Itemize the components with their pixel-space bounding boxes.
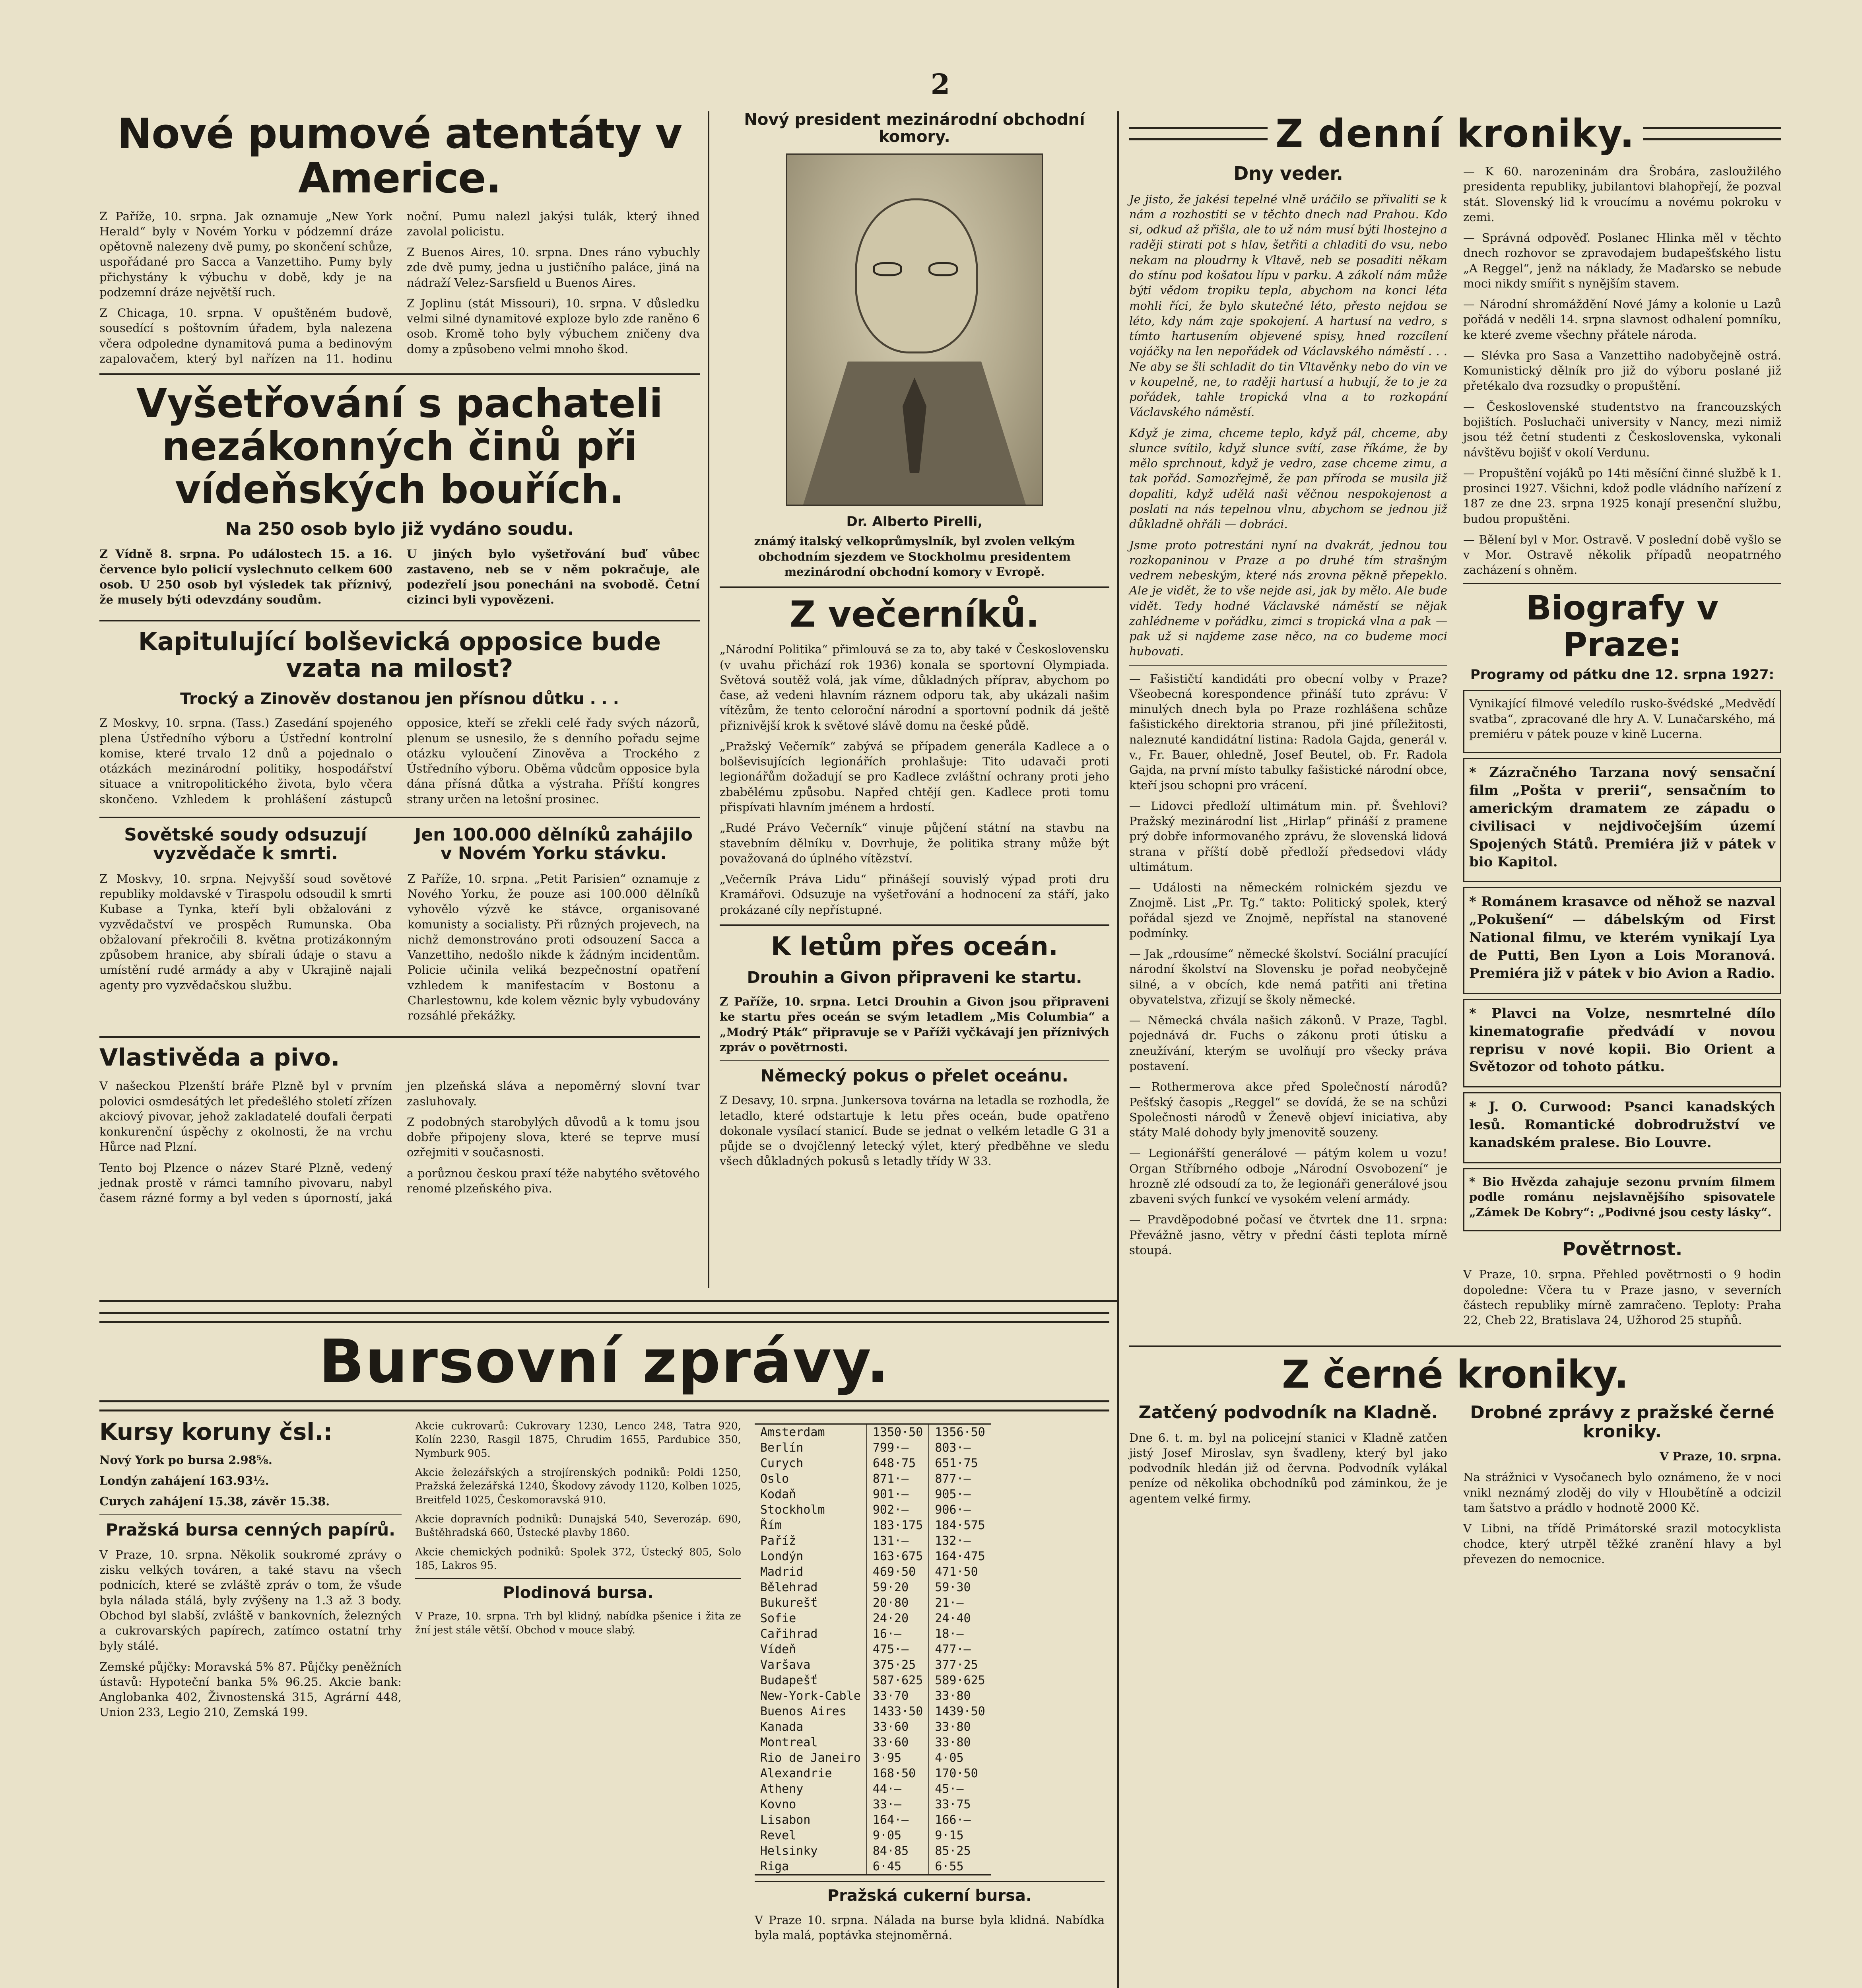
currency-a: 902·— — [867, 1502, 929, 1518]
section-rule — [99, 1300, 1117, 1302]
currency-city: Kodaň — [755, 1487, 867, 1502]
cinema-ad — [1463, 1092, 1781, 1163]
article-text: Z Buenos Aires, 10. srpna. Dnes ráno vybuchly zde dvě pumy, jedna u justičního paláce, jiná na nádraží Velez-Sarsfield u Buenos Aires. — [407, 245, 700, 289]
currency-b: 85·25 — [935, 1844, 971, 1858]
fx-line: Nový York po bursa 2.98⅝. — [99, 1453, 272, 1467]
currency-city: Stockholm — [755, 1502, 867, 1518]
subheadline: Plodinová bursa. — [503, 1584, 654, 1602]
currency-row — [755, 1859, 991, 1875]
currency-b: 905·— — [935, 1487, 971, 1501]
currency-b: 18·— — [935, 1627, 964, 1641]
currency-a: 168·50 — [867, 1766, 929, 1781]
currency-row — [755, 1549, 991, 1564]
currency-b: 906·— — [935, 1503, 971, 1517]
headline: Jen 100.000 dělníků zahájilo v Novém Yorku stávku. — [414, 824, 693, 864]
currency-b: 170·50 — [935, 1767, 978, 1780]
article-text: Akcie chemických podniků: Spolek 372, Ústecký 805, Solo 185, Lakros 95. — [415, 1546, 741, 1572]
headline: Vyšetřování s pachateli nezákonných činů při vídeňských bouřích. — [136, 380, 663, 513]
article-text: Akcie dopravních podniků: Dunajská 540, Severozáp. 690, Buštěhradská 660, Ústecké plavby 1860. — [415, 1513, 741, 1539]
page-number: 2 — [930, 68, 950, 101]
headline: Německý pokus o přelet oceánu. — [761, 1066, 1068, 1086]
headline: Zatčený podvodník na Kladně. — [1138, 1402, 1438, 1423]
article-text: Z Moskvy, 10. srpna. Nejvyšší soud sovětové republiky moldavské v Tiraspolu odsoudil k smrti Kubase a Tynka, kteří byli obžalováni z vyzvědačství ve prospěch Rumunska. Oba obžalovaní překročili 8. května protizákonným způsobem hranice, aby sbírali údaje o stavu a umístění rudé armády a aby v Ukrajině najali agenty pro vyzvědačskou službu. — [99, 872, 392, 992]
article-text: Z Vídně 8. srpna. Po událostech 15. a 16. července bylo policií vyslechnuto celkem 600 osob. U 250 osob byl výsledek tak příznivý, že musely býti odevzdány soudům. — [99, 547, 392, 607]
article-text: V Praze, 10. srpna. Několik soukromé zprávy o zisku velkých továren, a také stavu na všech podnicích, které se zvláště zpráv o tom, že všude byla nálada stálá, byly zvýšeny na 1.3 až 3 body. Obchod byl slabší, zvláště v bankovních, železných a cukrovarských papírech, zatímco ostatní trhy byly stálé. — [99, 1547, 402, 1653]
news-item: — K 60. narozeninám dra Šrobára, zasloužilého presidenta republiky, jubilantovi blahopřejí, že pozval stát. Slovenský lid k vroucímu a novému pokroku v zemi. — [1463, 165, 1781, 224]
currency-row — [755, 1611, 991, 1626]
currency-a: 375·25 — [867, 1657, 929, 1673]
headline: Z večerníků. — [789, 594, 1040, 636]
article-text: Z Joplinu (stát Missouri), 10. srpna. V důsledku velmi silné dynamitové exploze bylo zde raněno 6 osob. Kromě toho byly výbuchem zničeny dva domy a způsobeno velmi mnoho škod. — [407, 296, 700, 356]
news-item: — Národní shromáždění Nové Jámy a kolonie u Lazů pořádá v neděli 14. srpna slavnost odhalení pomníku, ke které zveme všechny přátele národa. — [1463, 297, 1781, 342]
fx-line: Londýn zahájení 163.93½. — [99, 1474, 269, 1487]
article-text: Akcie cukrovarů: Cukrovary 1230, Lenco 248, Tatra 920, Kolín 2230, Rasgil 1875, Chrudim 1655, Pardubice 350, Nymburk 905. — [415, 1420, 741, 1460]
article-text: Z Chicaga, 10. srpna. V opuštěném budově, sousedící s poštovním úřadem, byla nalezena včera odpoledne dynamitová puma a bedinovým zapalovačem, který byl nařízen na 11. hodinu noční. Pumu nalezl jakýsi tulák, který ihned zavolal policistu. — [99, 209, 700, 366]
cinema-title: Biografy v Praze: — [1526, 588, 1719, 664]
news-item: — Slévka pro Sasa a Vanzettiho nadobyčejně ostrá. Komunistický dělník pro již do výboru poslané již přetékalo dva rozsudky o propuštění. — [1463, 348, 1781, 393]
currency-b: 164·475 — [935, 1549, 985, 1563]
cinema-subtitle: Programy od pátku dne 12. srpna 1927: — [1470, 667, 1775, 683]
currency-row — [755, 1828, 991, 1843]
currency-row — [755, 1688, 991, 1704]
subheadline: Drouhin a Givon připraveni ke startu. — [747, 968, 1082, 987]
currency-city: Berlín — [755, 1440, 867, 1456]
headline: K letům přes oceán. — [771, 932, 1058, 961]
currency-a: 901·— — [867, 1487, 929, 1502]
currency-a: 6·45 — [867, 1859, 929, 1875]
currency-row — [755, 1735, 991, 1750]
article-text: a porůznou českou praxí téže nabytého světového renomé plzeňského piva. — [407, 1166, 700, 1195]
currency-b: 33·75 — [935, 1798, 971, 1811]
subheadline: Pražská cukerní bursa. — [827, 1887, 1032, 1905]
article-text: „Rudé Právo Večerník“ vinuje půjčení státní na stavbu na stavebním dělníku v. Dovrhuje, že politika strany může být považovaná do úplného vítězství. — [720, 821, 1109, 865]
headline: Sovětské soudy odsuzují vyzvědače k smrti. — [124, 824, 367, 864]
currency-row — [755, 1564, 991, 1580]
currency-b: 33·80 — [935, 1736, 971, 1749]
news-item: — Lidovci předloží ultimátum min. př. Švehlovi? Pražský mezinárodní list „Hirlap“ přináší z pramene prý dobře informovaného zprávu, že slovenská lidová strana v příští době předloží předsedovi vlády ultimátum. — [1129, 799, 1447, 874]
currency-row — [755, 1673, 991, 1688]
headline: Dny veder. — [1233, 163, 1343, 184]
right-section — [1129, 111, 1781, 1572]
news-item: — Události na německém rolnickém sjezdu ve Znojmě. List „Pr. Tg.“ takto: Politický spolek, který pořádal sjezd ve Znojmě, nepřístal na stanovené podmínky. — [1129, 881, 1447, 940]
cinema-ad — [1463, 999, 1781, 1088]
article-text: Jsme proto potrestáni nyní na dvakrát, jednou tou rozkopaninou v Praze a po druhé tím strašným vedrem nebeským, které nás zrovna pěkně přepeklo. Ale je vidět, že to vše nejde asi, jak by mělo. Ale bude vidět. Tedy hodné Václavské náměstí se nějak zahlédneme v pořádku, zimci s tropická vlna a pak — pak už si najdeme zase něco, na co budeme moci hubovati. — [1129, 538, 1447, 658]
currency-b: 33·80 — [935, 1689, 971, 1703]
currency-b: 377·25 — [935, 1658, 978, 1672]
ad-text: * Románem krasavce od něhož se nazval „Pokušení“ — dábelským od First National filmu, ve kterém vynikají Lya de Putti, Ben Lyon a Lois Moranová. Premiéra již v pátek v bio Avion a Radio. — [1469, 894, 1775, 981]
currency-row — [755, 1843, 991, 1859]
currency-city: Bukurešť — [755, 1595, 867, 1611]
currency-city: Alexandrie — [755, 1766, 867, 1781]
currency-a: 59·20 — [867, 1580, 929, 1595]
currency-a: 648·75 — [867, 1456, 929, 1471]
currency-city: Vídeň — [755, 1642, 867, 1657]
currency-row — [755, 1595, 991, 1611]
currency-b: 803·— — [935, 1441, 971, 1455]
headline: Kursy koruny čsl.: — [99, 1418, 333, 1445]
currency-b: 184·575 — [935, 1518, 985, 1532]
currency-city: Varšava — [755, 1657, 867, 1673]
currency-b: 166·— — [935, 1813, 971, 1827]
currency-row — [755, 1797, 991, 1812]
currency-city: Curych — [755, 1456, 867, 1471]
currency-b: 477·— — [935, 1642, 971, 1656]
currency-city: Montreal — [755, 1735, 867, 1750]
news-item: — Fašističtí kandidáti pro obecní volby v Praze? Všeobecná korespondence přináší tuto zprávu: V minulých dnech byla po Praze rozhlášena schůze fašistického direktoria stranou, při jiné příležitosti, naleznuté kandidátní listina: Radola Gajda, generál v. v., Fr. Bauer, ohledně, Josef Beutel, ob. Fr. Radola Gajda, na první místo tabulky fašistické národní obce, kteří jsou schopni pro vrácení. — [1129, 672, 1447, 792]
portrait-photo — [786, 153, 1043, 506]
section-banner: Bursovní zprávy. — [318, 1327, 890, 1396]
article-text: V Libni, na třídě Primátorské srazil motocyklista chodce, který utrpěl těžké zranění hlavy a byl převezen do nemocnice. — [1463, 1522, 1781, 1566]
currency-row — [755, 1440, 991, 1456]
currency-row — [755, 1502, 991, 1518]
currency-row — [755, 1781, 991, 1797]
currency-row — [755, 1750, 991, 1766]
photo-caption: Dr. Alberto Pirelli, — [846, 514, 983, 530]
currency-a: 131·— — [867, 1533, 929, 1549]
article-text: V našeckou Plzenští bráře Plzně byl v prvním polovici osmdesátých let předešlého století zřízen akciový pivovar, jehož zakladatelé doufali čerpati konkurenční úspěchy z okolnosti, že na vrchu Hůrce nad Plzní. — [99, 1079, 392, 1154]
news-item: — Pravděpodobné počasí ve čtvrtek dne 11. srpna: Převážně jasno, větry v přední části teplota mírně stoupá. — [1129, 1213, 1447, 1257]
currency-city: Londýn — [755, 1549, 867, 1564]
currency-a: 1350·50 — [867, 1424, 929, 1441]
currency-b: 651·75 — [935, 1456, 978, 1470]
currency-a: 183·175 — [867, 1518, 929, 1533]
currency-a: 469·50 — [867, 1564, 929, 1580]
dateline: V Praze, 10. srpna. — [1660, 1450, 1781, 1464]
currency-b: 21·— — [935, 1596, 964, 1610]
currency-b: 45·— — [935, 1782, 964, 1796]
article-text: Z Moskvy, 10. srpna. (Tass.) Zasedání spojeného plena Ústředního výboru a Ústřední kontrolní komise, které trvalo 12 dnů a pojednalo o otázkách mezinárodní politiky, hospodářství situace a vnitropolitického života, bylo včera skončeno. Vzhledem k prohlášení zástupců opposice, kteří se zřekli celé řady svých názorů, plenum se usnesilo, že s denního pořadu sejme otázku vyloučení Zinověva a Trockého z Ústředního výboru. Oběma vůdcům opposice byla dána přísná důtka a výstraha. Příští kongres strany určen na letošní prosinec. — [99, 716, 700, 806]
photo-text: známý italský velkoprůmyslník, byl zvolen velkým obchodním sjezdem ve Stockholmu presidentem mezinárodní obchodní komory v Evropě. — [754, 534, 1075, 579]
newspaper-page — [99, 68, 1781, 1988]
headline: Nový president mezinárodní obchodní komory. — [744, 111, 1085, 146]
currency-city: Buenos Aires — [755, 1704, 867, 1719]
currency-table — [755, 1423, 991, 1875]
currency-a: 16·— — [867, 1626, 929, 1642]
currency-city: Revel — [755, 1828, 867, 1843]
currency-a: 84·85 — [867, 1843, 929, 1859]
headline: Vlastivěda a pivo. — [99, 1043, 340, 1072]
currency-city: Kovno — [755, 1797, 867, 1812]
article-text: V Praze 10. srpna. Nálada na burse byla klidná. Nabídka byla malá, poptávka stejnoměrná. — [755, 1913, 1105, 1942]
currency-city: Riga — [755, 1859, 867, 1875]
currency-a: 33·— — [867, 1797, 929, 1812]
subheadline: Pražská bursa cenných papírů. — [105, 1520, 396, 1540]
currency-city: Bělehrad — [755, 1580, 867, 1595]
article-text: Z Desavy, 10. srpna. Junkersova továrna na letadla se rozhodla, že letadlo, které odstartuje k letu přes oceán, bude opatřeno dokonale vysílací stanicí. Bude se jednat o velkém letadle G 31 a půjde se o dvojčlenný letecký výlet, který předběhne ve sledu všech důkladných pokusů s letadly třídy W 33. — [720, 1093, 1109, 1168]
article-text: „Večerník Práva Lidu“ přinášejí souvislý výpad proti dru Kramářovi. Odsuzuje na vyšetřování a hodnocení za stáří, jako prokázané cíly nepřístupné. — [720, 872, 1109, 916]
article-text: Dne 6. t. m. byl na policejní stanici v Kladně zatčen jistý Josef Miroslav, syn švadleny, který byl jako podvodník hledán již od června. Podvodník vylákal peníze od několika obchodníků pod záminkou, že je agentem velké firmy. — [1129, 1431, 1447, 1505]
left-column — [99, 111, 700, 1206]
currency-a: 44·— — [867, 1781, 929, 1797]
headline: Drobné zprávy z pražské černé kroniky. — [1470, 1402, 1775, 1442]
currency-row — [755, 1424, 991, 1441]
article-text: „Pražský Večerník“ zabývá se případem generála Kadlece a o bolševisujících legionářích prohlašuje: Tito udavači proti legionářům dožadují se pro Kadlece zvláštní ochrany proti jeho zbabělému způsobu. Napřed chtějí gen. Kadlece proti tomu přispívati hlavním jménem a hrdostí. — [720, 739, 1109, 814]
currency-a: 24·20 — [867, 1611, 929, 1626]
cinema-ad — [1463, 758, 1781, 882]
currency-row — [755, 1518, 991, 1533]
news-item: — Československé studentstvo na francouzských bojištích. Posluchači university v Nancy, mezi nimiž jsou též četní studenti z Československa, vykonali návštěvu bojišť v okolí Verdunu. — [1463, 400, 1781, 459]
ad-text: * Bio Hvězda zahajuje sezonu prvním filmem podle románu nejslavnějšího spisovatele „Zámek De Kobry“: „Podivné jsou cesty lásky“. — [1469, 1175, 1775, 1219]
currency-a: 871·— — [867, 1471, 929, 1487]
article-text: Z podobných starobylých důvodů a k tomu jsou dobře připojeny slova, které se teprve musí ozřejmiti v současnosti. — [407, 1115, 700, 1159]
currency-row — [755, 1487, 991, 1502]
fx-line: Curych zahájení 15.38, závěr 15.38. — [99, 1495, 330, 1508]
currency-row — [755, 1533, 991, 1549]
currency-a: 20·80 — [867, 1595, 929, 1611]
currency-city: Cařihrad — [755, 1626, 867, 1642]
currency-a: 9·05 — [867, 1828, 929, 1843]
news-item: — Propuštění vojáků po 14ti měsíční činné službě k 1. prosinci 1927. Všichni, kdož podle vládního nařízení z 187 ze dne 23. srpna 1925 konají presenční službu, budou propuštěni. — [1463, 466, 1781, 526]
news-item: — Rothermerova akce před Společností národů? Pešťský časopis „Reggel“ se dovídá, že se na schůzi Společnosti národů v Ženevě objeví iniciativa, aby státy Malé dohody byly jmenovitě souzeny. — [1129, 1080, 1447, 1140]
news-item: — Legionářští generálové — pátým kolem u vozu! Organ Stříbrného odboje „Národní Osvobození“ je hrozně zlé odsoudí za to, že legionáři generálové jsou zbaveni svých funkcí ve vysokém velení armády. — [1129, 1146, 1447, 1206]
cinema-ad — [1463, 690, 1781, 753]
currency-city: Rio de Janeiro — [755, 1750, 867, 1766]
currency-b: 6·55 — [929, 1859, 990, 1875]
currency-b: 589·625 — [935, 1673, 985, 1687]
currency-b: 132·— — [935, 1534, 971, 1548]
article-text: Na strážnici v Vysočanech bylo oznámeno, že v noci vnikl neznámý zloděj do vily v Hloubětíně a odcizil tam šatstvo a prádlo v hodnotě 2000 Kč. — [1463, 1470, 1781, 1514]
article-text: V Praze, 10. srpna. Přehled povětrnosti o 9 hodin dopoledne: Včera tu v Praze jasno, v severních částech republiky mírně zamračeno. Teploty: Praha 22, Cheb 22, Bratislava 24, Užhorod 25 stupňů. — [1463, 1268, 1781, 1327]
article-text: Je jisto, že jakési tepelné vlně uráčilo se přivaliti se k nám a rozhostiti se v těchto dnech nad Prahou. Kdo si, odkud až přišla, ale to už nám musí býti lhostejno a raději stirati pot s hlav, šetřiti a chladiti do vsu, nebo nekam na ploudrny k Vltavě, neb se posaditi někam do stínu pod košatou lípu v parku. A zákolí nám může býti vědom tropiku tepla, abychom na konci léta mohli říci, že bylo skutečné léto, přesto nejdou se léto, kdy nám zaje spokojení. A hartusí na vedro, s tímto hartusením objevené spisy, hned rozcílení vojáčky na len nepořádek od Václavského náměstí . . . Ne aby se šli schladit do tin Vltavěnky nebo do vin ve v koupelně, ne, to raději hartusí a hubují, že to je za pořádek, tahle tropická vlna a to rozkopání Václavského náměstí. — [1129, 192, 1447, 419]
currency-a: 1433·50 — [867, 1704, 929, 1719]
currency-city: Madrid — [755, 1564, 867, 1580]
currency-city: Helsinky — [755, 1843, 867, 1859]
currency-a: 587·625 — [867, 1673, 929, 1688]
currency-city: Amsterdam — [755, 1424, 867, 1441]
ad-text: * J. O. Curwood: Psanci kanadských lesů. Romantické dobrodružství ve kanadském pralese. Bio Louvre. — [1469, 1099, 1775, 1151]
article-text: Z Paříže, 10. srpna. „Petit Parisien“ oznamuje z Nového Yorku, že pouze asi 100.000 dělníků vyhovělo výzvě ke stávce, organisované komunisty a socialisty. Při různých projevech, na nichž demonstrováno proti odsouzení Sacca a Vanzettiho, nedošlo nikde k žádným incidentům. Policie učinila veliká bezpečnostní opatření vzhledem k manifestacím v Bostonu a Charlestownu, kde kolem věznic byly vybudovány rozsáhlé překážky. — [408, 872, 700, 1023]
article-text: Z Paříže, 10. srpna. Letci Drouhin a Givon jsou připraveni ke startu přes oceán se svým letadlem „Mis Columbia“ a „Modrý Pták“ připravuje se v Paříži vyčkávají jen příznivých zpráv o povětrnosti. — [720, 994, 1109, 1054]
currency-city: Atheny — [755, 1781, 867, 1797]
currency-b: 471·50 — [935, 1565, 978, 1579]
ad-text: * Zázračného Tarzana nový sensační film „Pošta v prerii“, sensačním to americkým dramatem ze západu o civilisaci v nejdivočejším území Spojených Států. Premiéra již v pátek v bio Kapitol. — [1469, 765, 1775, 870]
currency-b: 24·40 — [935, 1611, 971, 1625]
currency-row — [755, 1719, 991, 1735]
currency-row — [755, 1580, 991, 1595]
currency-city: New-York-Cable — [755, 1688, 867, 1704]
headline: Kapitulující bolševická opposice bude vzata na milost? — [138, 627, 661, 683]
news-item: — Správná odpověď. Poslanec Hlinka měl v těchto dnech rozhovor se zpravodajem budapešťského listu „A Reggel“, jenž na náklady, že Maďarsko se nebude moci nikdy smířit s nynějším stavem. — [1463, 231, 1781, 290]
currency-city: Sofie — [755, 1611, 867, 1626]
news-item: — Německá chvála našich zákonů. V Praze, Tagbl. pojednává dr. Fuchs o zákonu proti útisku a zneužívání, kterým se uvolňují pro všecky práva postavení. — [1129, 1013, 1447, 1073]
article-text: U jiných bylo vyšetřování buď vůbec zastaveno, neb se v něm pokračuje, ale podezřelí jsou ponecháni na svobodě. Četní cizinci byli vypovězeni. — [407, 547, 700, 607]
currency-row — [755, 1456, 991, 1471]
currency-a: 33·60 — [867, 1719, 929, 1735]
cinema-ad — [1463, 1168, 1781, 1231]
currency-b: 877·— — [935, 1472, 971, 1486]
currency-b: 9·15 — [935, 1829, 964, 1842]
currency-b: 1356·50 — [929, 1424, 990, 1441]
currency-row — [755, 1766, 991, 1781]
article-text: V Praze, 10. srpna. Trh byl klidný, nabídka pšenice i žita ze žní jest stále větší. Obchod v mouce slabý. — [415, 1610, 741, 1636]
currency-a: 475·— — [867, 1642, 929, 1657]
currency-row — [755, 1471, 991, 1487]
currency-city: Budapešť — [755, 1673, 867, 1688]
subheadline: Na 250 osob bylo již vydáno soudu. — [225, 519, 574, 540]
stock-section — [99, 1312, 1109, 1949]
currency-b: 33·80 — [935, 1720, 971, 1734]
currency-b: 59·30 — [935, 1580, 971, 1594]
section-banner: Z denní kroniky. — [1275, 111, 1635, 156]
currency-row — [755, 1626, 991, 1642]
headline: Povětrnost. — [1562, 1238, 1683, 1260]
news-item: — Bělení byl v Mor. Ostravě. V poslední době vyšlo se v Mor. Ostravě několik případů neopatrného zacházení s ohněm. — [1463, 532, 1781, 577]
currency-row — [755, 1812, 991, 1828]
currency-city: Kanada — [755, 1719, 867, 1735]
news-item: — Jak „rdousíme“ německé školství. Sociální pracující národní školství na Slovensku je pořad neobyčejně silné, a v obcích, kde nemá patřiti ani třetina obyvatelstva, zřizují se školy německé. — [1129, 947, 1447, 1006]
article-text: „Národní Politika“ přimlouvá se za to, aby také v Československu (v uvahu přichází rok 1936) konala se sportovní Olympiada. Světová soutěž volá, jak víme, důkladných příprav, abychom po čase, až vedeni hlavním ráznem odporu tak, aby ukázali našim vítězům, že tento celoroční národní a sportovní podnik dá ještě přiznivější krok k světové slávě domu na české půdě. — [720, 643, 1109, 732]
currency-a: 164·— — [867, 1812, 929, 1828]
ad-text: * Plavci na Volze, nesmrtelné dílo kinematografie předvádí v novou reprisu v nové kopii. Bio Orient a Světozor od tohoto pátku. — [1469, 1005, 1775, 1075]
article-text: Zemské půjčky: Moravská 5% 87. Půjčky peněžních ústavů: Hypoteční banka 5% 96.25. Akcie bank: Anglobanka 402, Živnostenská 315, Agrární 448, Union 233, Legio 210, Zemská 199. — [99, 1660, 402, 1719]
currency-city: Paříž — [755, 1533, 867, 1549]
article-text: Když je zima, chceme teplo, když pál, chceme, aby slunce svítilo, když slunce svítí, zase říkáme, že by mělo sprchnout, když je vedro, zase chceme zimu, a tak pořád. Samozřejmě, že pan příroda se musila již dopaliti, když udělá naši věčnou nespokojenost a poslati na nás tepelnou vlnu, abychom se jednou již důkladně ohřáli — dobráci. — [1129, 426, 1447, 531]
column-rule — [1117, 111, 1119, 1988]
subheadline: Trocký a Zinověv dostanou jen přísnou důtku . . . — [180, 690, 619, 709]
article-text: Z Paříže, 10. srpna. Jak oznamuje „New York Herald“ byly v Novém Yorku v pódzemní dráze opětovně nalezeny dvě pumy, po skončení schůze, uspořádané pro Sacca a Vanzettiho. Pumy byly přichystány k výbuchu v době, kdy je na podzemní dráze největší ruch. — [99, 209, 392, 299]
currency-a: 33·70 — [867, 1688, 929, 1704]
currency-city: Řím — [755, 1518, 867, 1533]
cinema-ad — [1463, 887, 1781, 994]
currency-a: 799·— — [867, 1440, 929, 1456]
currency-b: 1439·50 — [935, 1705, 985, 1718]
column-rule — [708, 111, 709, 1288]
currency-row — [755, 1642, 991, 1657]
currency-a: 33·60 — [867, 1735, 929, 1750]
article-text: Akcie železářských a strojírenských podniků: Poldi 1250, Pražská železářská 1240, Škodovy závody 1120, Kolben 1025, Breitfeld 1025, Českomoravská 910. — [415, 1466, 741, 1506]
currency-a: 3·95 — [867, 1750, 929, 1766]
headline: Nové pumové atentáty v Americe. — [117, 109, 682, 203]
currency-row — [755, 1704, 991, 1719]
currency-city: Lisabon — [755, 1812, 867, 1828]
currency-row — [755, 1657, 991, 1673]
middle-column — [720, 111, 1109, 1175]
ad-text: Vynikající filmové veledílo rusko-švédské „Medvědí svatba“, zpracované dle hry A. V. Lunačarského, má premiéru v pátek pouze v kině Lucerna. — [1469, 697, 1775, 741]
currency-b: 4·05 — [935, 1751, 964, 1765]
headline: Z černé kroniky. — [1282, 1352, 1629, 1397]
article-text: Tento boj Plzence o název Staré Plzně, vedený jednak prostě v rámci tamního pivovaru, nabyl časem rázné formy a byl veden s úporností, jaká jen plzeňská sláva a nepoměrný slovní tvar zasluhovaly. — [99, 1079, 700, 1205]
currency-city: Oslo — [755, 1471, 867, 1487]
currency-a: 163·675 — [867, 1549, 929, 1564]
